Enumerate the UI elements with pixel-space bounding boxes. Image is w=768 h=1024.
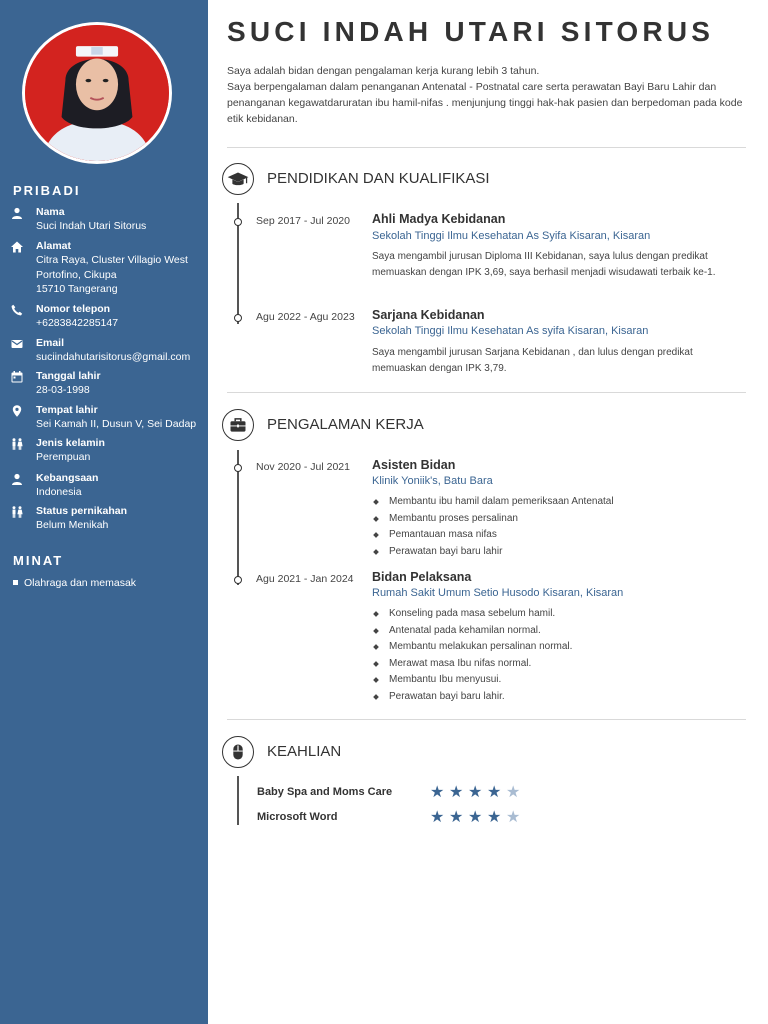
education-degree: Ahli Madya Kebidanan [372, 212, 506, 226]
envelope-icon [11, 338, 23, 350]
info-label: Status pernikahan [36, 505, 128, 517]
info-label: Jenis kelamin [36, 437, 105, 449]
info-label: Alamat [36, 240, 72, 252]
star-filled-icon: ★ [468, 784, 483, 801]
task-item: Antenatal pada kehamilan normal. [372, 623, 572, 640]
education-description: Saya mengambil jurusan Diploma III Kebidanan, saya lulus dengan predikat memuaskan dengan IPK 3,69, saya berhasil menjadi wisudawati terbaik ke-1. [372, 251, 716, 278]
briefcase-icon [222, 409, 254, 441]
person-icon [11, 473, 23, 485]
task-list [372, 494, 614, 560]
square-bullet-icon [13, 580, 18, 585]
info-value: Suci Indah Utari Sitorus [36, 220, 147, 232]
info-value: Portofino, Cikupa [36, 268, 117, 281]
task-list [372, 606, 572, 705]
location-pin-icon [11, 405, 23, 417]
couple-icon [11, 506, 23, 518]
task-item: Konseling pada masa sebelum hamil. [372, 606, 572, 623]
star-filled-icon: ★ [449, 784, 464, 801]
phone-icon [11, 304, 23, 316]
education-date: Sep 2017 - Jul 2020 [256, 215, 350, 227]
sidebar [0, 0, 208, 1024]
experience-title: PENGALAMAN KERJA [267, 416, 424, 433]
info-label: Nama [36, 206, 65, 218]
education-degree: Sarjana Kebidanan [372, 308, 485, 322]
info-marital-status [11, 505, 206, 533]
personal-heading: PRIBADI [13, 183, 81, 198]
interest-item [13, 577, 136, 589]
experience-role: Asisten Bidan [372, 458, 456, 472]
info-birthdate [11, 370, 206, 398]
star-filled-icon: ★ [430, 809, 445, 826]
star-filled-icon: ★ [468, 809, 483, 826]
timeline-line [237, 776, 239, 825]
info-value: 28-03-1998 [36, 384, 90, 396]
person-icon [11, 207, 23, 219]
info-value: +6283842285147 [36, 317, 119, 329]
star-filled-icon: ★ [449, 809, 464, 826]
skills-title: KEAHLIAN [267, 743, 342, 760]
star-filled-icon: ★ [487, 784, 502, 801]
summary-line: Saya berpengalaman dalam penanganan Antenatal - Postnatal care serta perawatan Bayi Baru Lahir dan penanganan kegawatdaruratan ibu hamil-nifas . menjunjung tinggi hak-hak pasien dan berpedoman pada kode etik kebidanan. [227, 81, 743, 125]
info-value: Citra Raya, Cluster Villagio West [36, 254, 188, 266]
timeline-dot [234, 464, 242, 472]
info-birthplace [11, 404, 206, 432]
info-value: Belum Menikah [36, 519, 109, 531]
full-name: SUCI INDAH UTARI SITORUS [227, 16, 715, 47]
star-empty-icon: ★ [506, 809, 521, 826]
info-name [11, 206, 206, 234]
timeline-dot [234, 314, 242, 322]
task-item: Membantu proses persalinan [372, 511, 614, 528]
info-label: Tanggal lahir [36, 370, 101, 382]
skill-rating [430, 785, 525, 801]
experience-place: Rumah Sakit Umum Setio Husodo Kisaran, Kisaran [372, 587, 624, 599]
experience-date: Agu 2021 - Jan 2024 [256, 573, 354, 585]
education-school: Sekolah Tinggi Ilmu Kesehatan As syifa Kisaran, Kisaran [372, 325, 649, 337]
skill-rating [430, 810, 525, 826]
interests-heading: MINAT [13, 553, 64, 568]
profile-summary [227, 63, 747, 127]
divider [227, 392, 746, 393]
skill-name: Baby Spa and Moms Care [257, 786, 393, 798]
summary-line: Saya adalah bidan dengan pengalaman kerja kurang lebih 3 tahun. [227, 65, 540, 77]
skill-name: Microsoft Word [257, 811, 338, 823]
education-school: Sekolah Tinggi Ilmu Kesehatan As Syifa Kisaran, Kisaran [372, 230, 651, 242]
info-email [11, 337, 206, 365]
info-value: suciindahutarisitorus@gmail.com [36, 351, 191, 363]
task-item: Pemantauan masa nifas [372, 527, 614, 544]
experience-date: Nov 2020 - Jul 2021 [256, 461, 350, 473]
info-phone [11, 303, 206, 331]
timeline-dot [234, 576, 242, 584]
education-date: Agu 2022 - Agu 2023 [256, 311, 355, 323]
task-item: Merawat masa Ibu nifas normal. [372, 656, 572, 673]
info-address [11, 240, 206, 297]
info-label: Tempat lahir [36, 404, 98, 416]
experience-role: Bidan Pelaksana [372, 570, 472, 584]
divider [227, 147, 746, 148]
timeline-dot [234, 218, 242, 226]
graduation-cap-icon [222, 163, 254, 195]
education-title: PENDIDIKAN DAN KUALIFIKASI [267, 170, 490, 187]
info-value: Perempuan [36, 451, 91, 463]
info-label: Kebangsaan [36, 472, 99, 484]
info-value: Sei Kamah II, Dusun V, Sei Dadap [36, 418, 197, 430]
interest-label: Olahraga dan memasak [24, 577, 137, 589]
task-item: Membantu ibu hamil dalam pemeriksaan Antenatal [372, 494, 614, 511]
info-label: Email [36, 337, 65, 349]
info-nationality [11, 472, 206, 500]
task-item: Membantu Ibu menyusui. [372, 672, 572, 689]
info-value: 15710 Tangerang [36, 283, 118, 295]
star-empty-icon: ★ [506, 784, 521, 801]
profile-photo [22, 22, 172, 164]
home-icon [11, 241, 23, 253]
info-label: Nomor telepon [36, 303, 111, 315]
star-filled-icon: ★ [487, 809, 502, 826]
info-gender [11, 437, 206, 465]
mouse-icon [222, 736, 254, 768]
experience-place: Klinik Yoniik's, Batu Bara [372, 475, 493, 487]
task-item: Membantu melakukan persalinan normal. [372, 639, 572, 656]
task-item: Perawatan bayi baru lahir [372, 544, 614, 561]
gender-icon [11, 438, 23, 450]
education-description: Saya mengambil jurusan Sarjana Kebidanan , dan lulus dengan predikat memuaskan dengan IPK 3,79. [372, 347, 693, 374]
calendar-icon [11, 371, 23, 383]
task-item: Perawatan bayi baru lahir. [372, 689, 572, 706]
divider [227, 719, 746, 720]
info-value: Indonesia [36, 486, 82, 498]
star-filled-icon: ★ [430, 784, 445, 801]
